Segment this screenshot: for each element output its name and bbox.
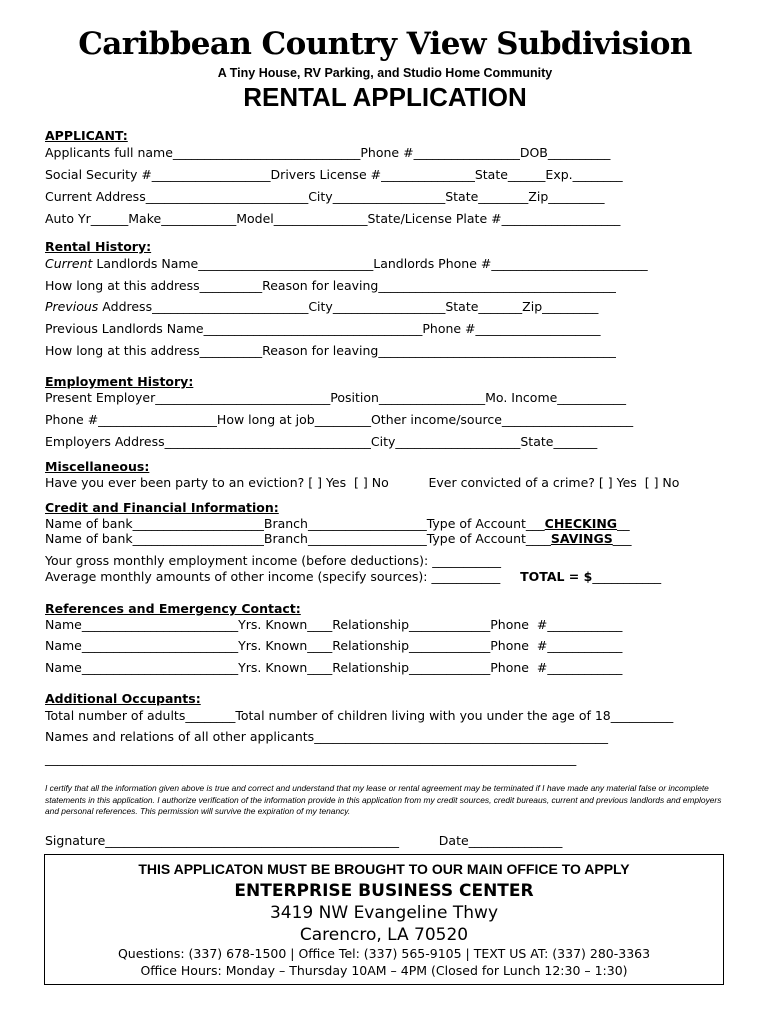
section-heading-applicant: APPLICANT:: [45, 128, 128, 143]
occupants-line-names[interactable]: Names and relations of all other applicants_______________________________________________: [45, 729, 608, 744]
rental-line-previous-address[interactable]: [45, 299, 598, 314]
credit-line-bank-checking[interactable]: [45, 516, 630, 531]
total-blank: ___________: [592, 569, 662, 584]
applicant-line-auto[interactable]: Auto Yr______Make____________Model_______________State/License Plate #___________________: [45, 211, 621, 226]
employment-line-employer[interactable]: Present Employer____________________________Position_________________Mo. Income___________: [45, 390, 627, 405]
previous-label: Previous: [45, 299, 99, 314]
reference-line[interactable]: Name_________________________Yrs. Known____Relationship_____________Phone #____________: [45, 660, 623, 675]
reference-line[interactable]: Name_________________________Yrs. Known____Relationship_____________Phone #____________: [45, 638, 623, 653]
occupants-line-totals[interactable]: Total number of adults________Total number of children living with you under the age of 18__________: [45, 708, 674, 723]
current-landlord-rest: Landlords Name____________________________Landlords Phone #_________________________: [92, 256, 648, 271]
section-heading-rental-history: Rental History:: [45, 239, 152, 254]
credit-line-gross-income[interactable]: Your gross monthly employment income (before deductions): ___________: [45, 553, 501, 568]
office-hours: Office Hours: Monday – Thursday 10AM – 4PM (Closed for Lunch 12:30 – 1:30): [140, 963, 628, 978]
checking-label: CHECKING: [544, 516, 618, 531]
page-title: Caribbean Country View Subdivision: [78, 26, 692, 62]
bank-line-2-end: ___: [612, 531, 632, 546]
applicant-line-address[interactable]: Current Address__________________________City__________________State________Zip_________: [45, 189, 605, 204]
bank-line-2: Name of bank_____________________Branch___________________Type of Account____: [45, 531, 551, 546]
savings-label: SAVINGS: [550, 531, 613, 546]
office-city: Carencro, LA 70520: [299, 925, 469, 945]
certification-statement: I certify that all the information given above is true and correct and understand that my lease or rental agreement may be terminated if I have made any material false or incomplete statements in this application. I authorize verification of the information provide in this application from my credit sources, credit bureaus, current and previous landlords and employers and personal references. This permission will survive the expiration of my tenancy.: [45, 783, 722, 816]
office-instruction: THIS APPLICATON MUST BE BROUGHT TO OUR MAIN OFFICE TO APPLY: [138, 861, 630, 877]
applicant-line-ssn[interactable]: Social Security #___________________Drivers License #_______________State______Exp.________: [45, 167, 623, 182]
total-label: TOTAL = $: [520, 569, 593, 584]
section-heading-credit: Credit and Financial Information:: [45, 500, 279, 515]
bank-line-1-end: __: [617, 516, 630, 531]
office-phones: Questions: (337) 678-1500 | Office Tel: (337) 565-9105 | TEXT US AT: (337) 280-3363: [117, 946, 651, 961]
applicant-line-name[interactable]: Applicants full name______________________________Phone #_________________DOB__________: [45, 145, 611, 160]
reference-line[interactable]: Name_________________________Yrs. Known____Relationship_____________Phone #____________: [45, 617, 623, 632]
office-name: ENTERPRISE BUSINESS CENTER: [234, 881, 534, 901]
current-label: Current: [45, 256, 93, 271]
section-heading-references: References and Emergency Contact:: [45, 601, 301, 616]
occupants-line-blank[interactable]: _____________________________________________________________________________________: [45, 751, 577, 766]
rental-line-previous-landlord[interactable]: Previous Landlords Name___________________________________Phone #____________________: [45, 321, 601, 336]
misc-line-eviction-crime[interactable]: Have you ever been party to an eviction? [ ] Yes [ ] No Ever convicted of a crime? [ ] Yes [ ] No: [45, 475, 680, 490]
rental-line-how-long[interactable]: How long at this address__________Reason for leaving______________________________________: [45, 278, 616, 293]
other-income-text: Average monthly amounts of other income (specify sources): ___________: [45, 569, 521, 584]
credit-line-other-income[interactable]: [45, 569, 661, 584]
signature-date-line[interactable]: Signature_______________________________________________ Date_______________: [45, 833, 563, 848]
section-heading-employment: Employment History:: [45, 374, 194, 389]
employment-line-address[interactable]: Employers Address_________________________________City____________________State_______: [45, 434, 598, 449]
office-info-box: [44, 854, 724, 985]
form-title: RENTAL APPLICATION: [243, 82, 527, 112]
rental-line-current-landlord[interactable]: [45, 256, 648, 271]
rental-line-how-long-previous[interactable]: How long at this address__________Reason for leaving______________________________________: [45, 343, 616, 358]
previous-address-rest: Address_________________________City__________________State_______Zip_________: [98, 299, 599, 314]
page-subtitle: A Tiny House, RV Parking, and Studio Home Community: [217, 66, 553, 80]
bank-line-1: Name of bank_____________________Branch___________________Type of Account___: [45, 516, 545, 531]
office-street: 3419 NW Evangeline Thwy: [269, 903, 499, 923]
credit-line-bank-savings[interactable]: [45, 531, 632, 546]
section-heading-occupants: Additional Occupants:: [45, 691, 201, 706]
section-heading-miscellaneous: Miscellaneous:: [45, 459, 150, 474]
employment-line-phone[interactable]: Phone #___________________How long at job_________Other income/source_____________________: [45, 412, 634, 427]
